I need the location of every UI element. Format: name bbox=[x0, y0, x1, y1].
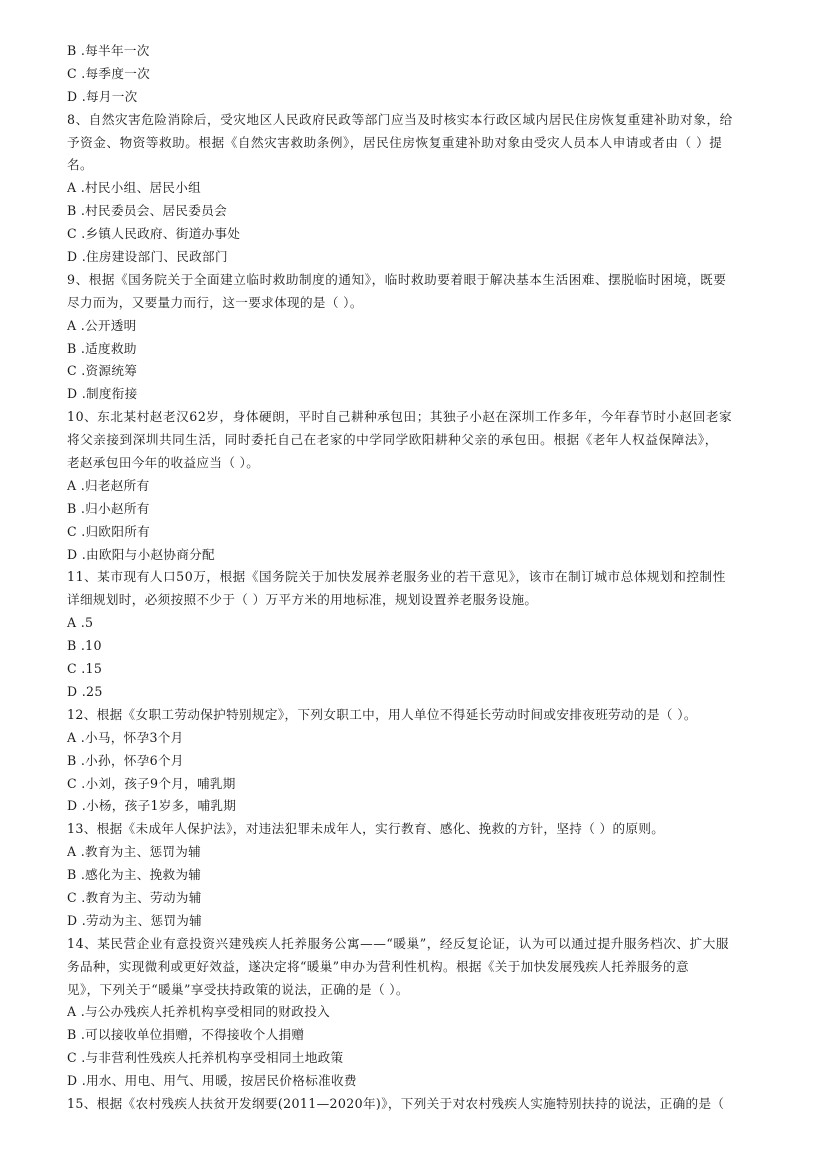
option-b: B .可以接收单位捐赠，不得接收个人捐赠 bbox=[67, 1027, 305, 1043]
option-c: C .归欧阳所有 bbox=[67, 523, 151, 539]
question-13-options bbox=[67, 841, 767, 933]
option-c: C .资源统筹 bbox=[67, 363, 138, 379]
option-d: D .制度衔接 bbox=[67, 386, 138, 402]
question-stem: 名。 bbox=[67, 157, 93, 173]
option-b: B .适度救助 bbox=[67, 340, 137, 356]
option-d: D .住房建设部门、民政部门 bbox=[67, 249, 228, 265]
option-a: A .与公办残疾人托养机构享受相同的财政投入 bbox=[67, 1004, 330, 1020]
option-d: D .小杨，孩子1岁多，哺乳期 bbox=[67, 798, 237, 814]
option-d: D .25 bbox=[67, 683, 103, 699]
option-b: B .村民委员会、居民委员会 bbox=[67, 203, 227, 219]
question-stem: 8、自然灾害危险消除后，受灾地区人民政府民政等部门应当及时核实本行政区域内居民住房恢复重建补助对象，给 bbox=[67, 111, 733, 127]
option-b: B .每半年一次 bbox=[67, 43, 150, 58]
option-a: A .归老赵所有 bbox=[67, 477, 150, 493]
question-stem: 13、根据《未成年人保护法》，对违法犯罪未成年人，实行教育、感化、挽救的方针，坚持（ ）的原则。 bbox=[67, 821, 665, 837]
question-9-options bbox=[67, 315, 767, 407]
option-d: D .劳动为主、惩罚为辅 bbox=[67, 912, 203, 928]
question-12-options bbox=[67, 727, 767, 819]
option-c: C .与非营利性残疾人托养机构享受相同土地政策 bbox=[67, 1050, 344, 1066]
option-b: B .归小赵所有 bbox=[67, 500, 150, 516]
question-10 bbox=[67, 406, 767, 475]
question-8-options bbox=[67, 177, 767, 269]
option-d: D .用水、用电、用气、用暖，按居民价格标准收费 bbox=[67, 1073, 357, 1089]
option-d: D .由欧阳与小赵协商分配 bbox=[67, 546, 215, 562]
option-b: B .感化为主、挽救为辅 bbox=[67, 867, 202, 883]
question-stem: 12、根据《女职工劳动保护特别规定》，下列女职工中，用人单位不得延长劳动时间或安排夜班劳动的是（ ）。 bbox=[67, 706, 697, 722]
option-a: A .公开透明 bbox=[67, 317, 137, 333]
option-c: C .乡镇人民政府、街道办事处 bbox=[67, 226, 241, 242]
question-stem: 详细规划时，必须按照不少于（ ）万平方米的用地标准，规划设置养老服务设施。 bbox=[67, 592, 538, 608]
question-stem: 10、东北某村赵老汉62岁，身体硬朗，平时自己耕种承包田；其独子小赵在深圳工作多年，今年春节时小赵回老家 bbox=[67, 409, 733, 425]
question-stem: 将父亲接到深圳共同生活，同时委托自己在老家的中学同学欧阳耕种父亲的承包田。根据《老年人权益保障法》， bbox=[67, 432, 718, 448]
option-c: C .15 bbox=[67, 661, 103, 677]
question-stem: 9、根据《国务院关于全面建立临时救助制度的通知》，临时救助要着眼于解决基本生活困难、摆脱临时困境，既要 bbox=[67, 271, 727, 287]
option-b: B .10 bbox=[67, 638, 102, 654]
question-stem: 予资金、物资等救助。根据《自然灾害救助条例》，居民住房恢复重建补助对象由受灾人员本人申请或者由（ ）提 bbox=[67, 134, 723, 150]
question-stem: 14、某民营企业有意投资兴建残疾人托养服务公寓——“暖巢”，经反复论证，认为可以通过提升服务档次、扩大服 bbox=[67, 935, 730, 951]
option-c: C .小刘，孩子9个月，哺乳期 bbox=[67, 775, 236, 791]
question-13 bbox=[67, 818, 767, 841]
question-9 bbox=[67, 269, 767, 315]
question-14-options bbox=[67, 1001, 767, 1093]
question-stem: 尽力而为，又要量力而行，这一要求体现的是（ ）。 bbox=[67, 294, 363, 310]
question-stem: 见》，下列关于“暖巢”享受扶持政策的说法，正确的是（ ）。 bbox=[67, 981, 409, 997]
option-a: A .5 bbox=[67, 615, 94, 631]
question-8 bbox=[67, 109, 767, 178]
question-14 bbox=[67, 933, 767, 1002]
question-stem: 老赵承包田今年的收益应当（ ）。 bbox=[67, 455, 260, 471]
prev-question-options bbox=[67, 40, 767, 109]
question-11 bbox=[67, 566, 767, 612]
question-stem: 务品种，实现微利或更好效益，遂决定将“暖巢”申办为营利性机构。根据《关于加快发展残疾人托养服务的意 bbox=[67, 958, 689, 974]
option-d: D .每月一次 bbox=[67, 88, 138, 104]
question-10-options bbox=[67, 475, 767, 567]
question-12 bbox=[67, 704, 767, 727]
option-b: B .小孙，怀孕6个月 bbox=[67, 752, 184, 768]
question-11-options bbox=[67, 612, 767, 704]
option-a: A .小马，怀孕3个月 bbox=[67, 729, 184, 745]
option-a: A .教育为主、惩罚为辅 bbox=[67, 844, 202, 860]
exam-page bbox=[67, 40, 767, 1116]
question-stem: 11、某市现有人口50万，根据《国务院关于加快发展养老服务业的若干意见》，该市在制订城市总体规划和控制性 bbox=[67, 569, 726, 585]
question-stem: 15、根据《农村残疾人扶贫开发纲要(2011—2020年)》，下列关于对农村残疾人实施特别扶持的说法，正确的是（ bbox=[67, 1095, 725, 1111]
option-a: A .村民小组、居民小组 bbox=[67, 180, 202, 196]
option-c: C .每季度一次 bbox=[67, 65, 151, 81]
option-c: C .教育为主、劳动为辅 bbox=[67, 889, 202, 905]
question-15 bbox=[67, 1093, 767, 1116]
